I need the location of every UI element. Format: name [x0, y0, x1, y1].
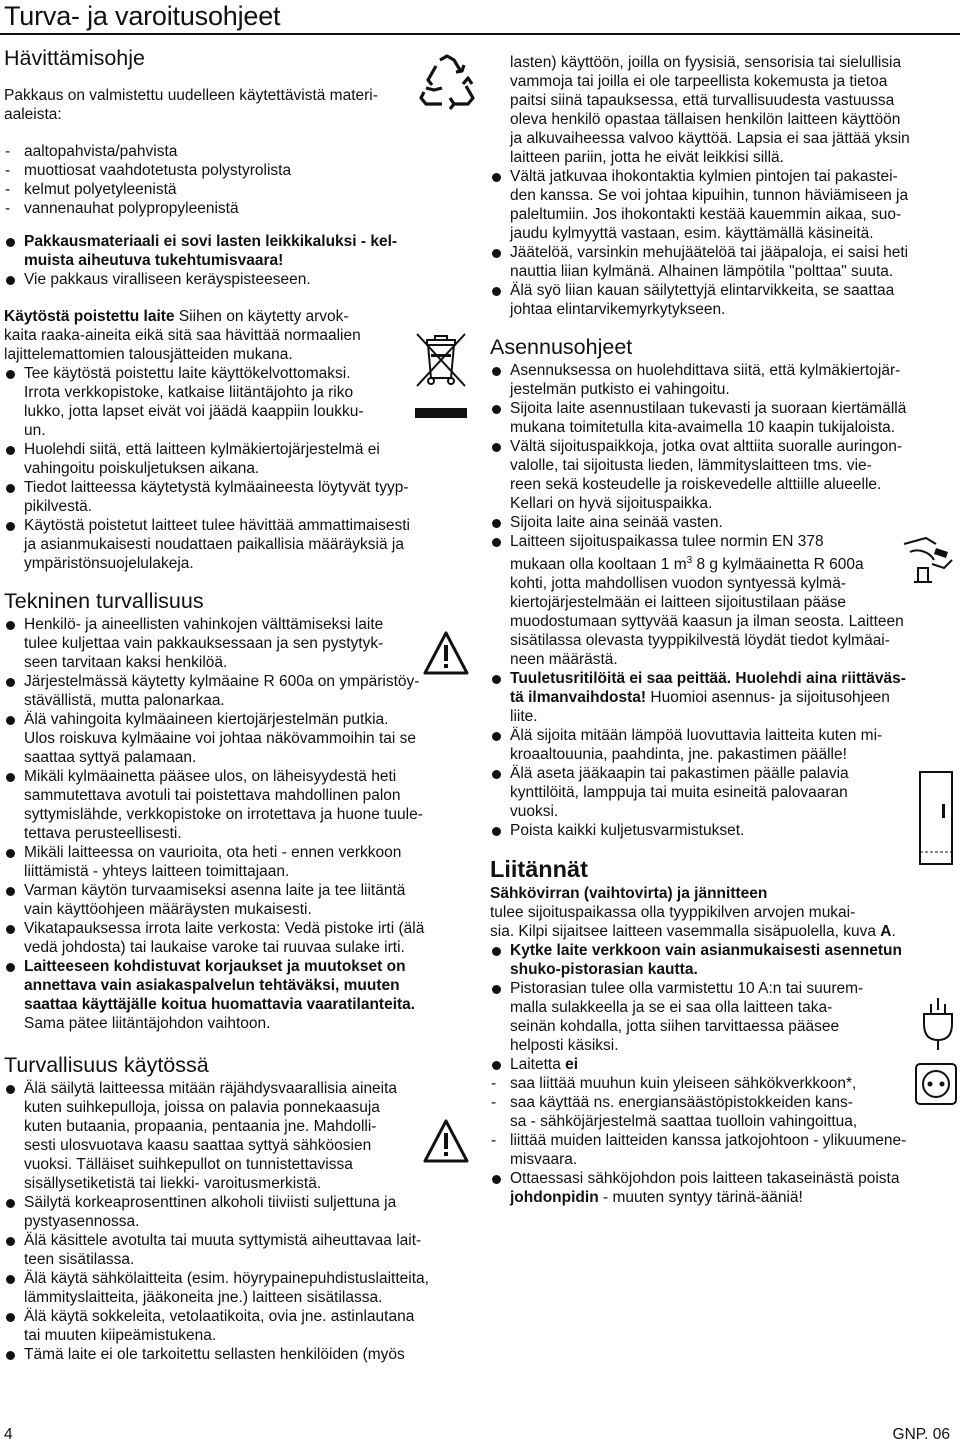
list-item: - kelmut polyetyleenistä [4, 180, 462, 199]
list-item: Sijoita laite asennustilaan tukevasti ja suoraan kiertämällä mukana toimitetulla kita-avaimella 10 kaapin tukijaloista. [490, 399, 956, 437]
bin-underline-bar [415, 408, 467, 418]
list-item [490, 1169, 956, 1207]
wrench-foot-icon [896, 530, 958, 590]
list-item: Järjestelmässä käytetty kylmäaine R 600a on ympäristöy- stävällistä, mutta palonarkaa. [4, 672, 462, 710]
ventilation-note: Huomioi asennus- ja sijoitusohjeen liite. [510, 689, 890, 726]
list-item: Käytöstä poistetut laitteet tulee hävittää ammattimaisesti ja asianmukaisesti noudattaen paikallisia määräyksiä ja ympäristönsuojelulakeja. [4, 516, 462, 573]
list-item: Älä säilytä laitteessa mitään räjähdysvaarallisia aineita kuten suihkepulloja, joissa on palavia ponnekaasuja kuten butaania, propaania, pentaania jne. Mahdolli- sesti ulosvuotava kaasu saattaa syttyä sähköosien vuoksi. Tälläiset suihkepullot on tunnistettavissa sisällysetiketistä tai liekki- varoitusmerkistä. [4, 1079, 462, 1193]
technical-safety-heading: Tekninen turvallisuus [4, 589, 204, 613]
list-item: Älä käytä sokkeleita, vetolaatikoita, ovia jne. astinlautana tai muuten kiipeämistukena. [4, 1307, 462, 1345]
packaging-warning: Pakkausmateriaali ei sovi lasten leikkikaluksi - kel- muista aiheutuva tukehtumisvaara! [4, 232, 462, 270]
en378-line-2 [510, 551, 956, 574]
connections-intro [490, 903, 956, 941]
list-item: Kytke laite verkkoon vain asianmukaisesti asennetun shuko-pistorasian kautta. [490, 941, 956, 979]
list-item: Sijoita laite aina seinää vasten. [490, 513, 956, 532]
warning-triangle-icon [422, 630, 470, 676]
list-item: Asennuksessa on huolehdittava siitä, että kylmäkiertojär- jestelmän putkisto ei vahingoitu. [490, 361, 956, 399]
repair-warning: Laitteeseen kohdistuvat korjaukset ja muutokset on annettava vain asiakaspalvelun tehtäväksi, muuten saattaa käyttäjälle koitua huomattavia vaaratilanteita. [4, 957, 462, 1014]
list-item: - saa liittää muuhun kuin yleiseen sähkökverkkoon*, [490, 1074, 956, 1093]
list-item: Vältä jatkuvaa ihokontaktia kylmien pintojen tai pakastei- den kanssa. Se voi johtaa kipuihin, tunnon häviämiseen ja paleltumiin. Jos ihokontakti kestää kauemmin aikaa, suo- jaudu kylmyyttä vastaan, esim. käyttämällä käsineitä. [490, 167, 956, 243]
list-item: - liittää muiden laitteiden kanssa jatkojohtoon - ylikuumene- misvaara. [490, 1131, 956, 1169]
cord-holder-end: - muuten syntyy tärinä-ääniä! [598, 1189, 803, 1207]
left-column [4, 44, 462, 1364]
list-item [490, 532, 956, 669]
figure-ref: A [880, 923, 892, 941]
device-not-text: Laitetta [510, 1056, 566, 1074]
ventilation-warning: Tuuletusritilöitä ei saa peittää. Huolehdi aina riittäväs- tä ilmanvaihdosta! [510, 670, 906, 707]
footer-code: GNP. 06 [892, 1426, 950, 1443]
continued-paragraph: lasten) käyttöön, joilla on fyysisiä, sensorisia tai sielullisia vammoja tai joilla ei ole tarpeellista kokemusta ja tietoa paitsi siinä tapauksessa, että turvallisuudesta vastuussa oleva henkilö opastaa tällaisen henkilön laitteen käyttöön ja alkuvaiheessa valvoo käyttöä. Lapsia ei saa jättää yksin laitteen pariin, jotta he eivät leikkisi sillä. [510, 54, 910, 166]
list-item: Älä käytä sähkölaitteita (esim. höyrypainepuhdistuslaitteita, lämmityslaitteita, jääkoneita jne.) laitteen sisätilassa. [4, 1269, 462, 1307]
list-item: Pistorasian tulee olla varmistettu 10 A:n tai suurem- malla sulakkeella ja se ei saa olla laitteen taka- seinän kohdalla, jotta siihen tarvittaessa pääsee helposti käsiksi. [490, 979, 956, 1055]
installation-heading: Asennusohjeet [490, 335, 633, 359]
list-item: - vannenauhat polypropyleenistä [4, 199, 462, 218]
list-item: Henkilö- ja aineellisten vahinkojen välttämiseksi laite tulee kuljettaa vain pakkauksessaan ja sen pystytyk- seen tarvitaan kaksi henkilöä. [4, 615, 462, 672]
retired-device-paragraph [4, 307, 404, 364]
en378-superscript: 3 [686, 555, 693, 566]
retired-device-text: Siihen on käytetty arvok- kaita raaka-aineita eikä sitä saa hävittää normaalien lajittelemattomien talousjätteiden mukana. [4, 308, 361, 363]
fridge-icon [918, 770, 954, 866]
list-item: Jäätelöä, varsinkin mehujäätelöä tai jääpaloja, ei saisi heti nauttia liian kylmänä. Alhainen lämpötila "polttaa" suuta. [490, 243, 956, 281]
list-item: Tämä laite ei ole tarkoitettu sellasten henkilöiden (myös [4, 1345, 462, 1364]
usage-safety-heading: Turvallisuus käytössä [4, 1053, 209, 1077]
page-title: Turva- ja varoitusohjeet [4, 1, 281, 31]
connections-subheading: Sähkövirran (vaihtovirta) ja jännitteen [490, 885, 768, 903]
list-item: Mikäli laitteessa on vaurioita, ota heti - ennen verkkoon liittämistä - yhteys laitteen toimittajaan. [4, 843, 462, 881]
connections-intro-end: . [891, 923, 896, 941]
materials-list [4, 142, 462, 218]
packaging-disposal-note: Vie pakkaus viralliseen keräyspisteeseen. [4, 270, 462, 289]
recycle-icon [416, 52, 478, 110]
list-item [490, 1055, 956, 1074]
cord-holder-bold: johdonpidin [510, 1189, 599, 1207]
en378-amount: 8 g kylmäainetta R 600a [692, 556, 864, 574]
list-item: Älä syö liian kauan säilytettyjä elintarvikkeita, se saattaa johtaa elintarvikemyrkytykseen. [490, 281, 956, 319]
list-item: Älä aseta jääkaapin tai pakastimen päälle palavia kynttilöitä, lamppuja tai muita esineitä palovaaran vuoksi. [490, 764, 956, 821]
crossed-out-bin-icon [413, 330, 469, 390]
warning-triangle-icon [422, 1118, 470, 1164]
retired-device-label: Käytöstä poistettu laite [4, 308, 175, 325]
list-item: Mikäli kylmäainetta pääsee ulos, on läheisyydestä heti sammutettava avotuli tai poistettava mahdollinen palon syttymislähde, verkkopistoke on irrotettava ja huone tuule- tettava perusteellisesti. [4, 767, 462, 843]
list-item: Huolehdi siitä, että laitteen kylmäkiertojärjestelmä ei vahingoitu poiskuljetuksen aikana. [4, 440, 462, 478]
right-column [490, 53, 956, 1207]
disposal-intro: Pakkaus on valmistettu uudelleen käytettävistä materi- aaleista: [4, 87, 378, 123]
list-item: Vikatapauksessa irrota laite verkosta: Vedä pistoke irti (älä vedä johdosta) tai laukaise varoke tai ruuvaa sulake irti. [4, 919, 462, 957]
list-item: - saa käyttää ns. energiansäästöpistokkeiden kans- sa - sähköjärjestelmä saattaa tuolloin vahingoittua, [490, 1093, 956, 1131]
list-item: Tee käytöstä poistettu laite käyttökelvottomaksi. Irrota verkkopistoke, katkaise liitäntäjohto ja riko lukko, jotta lapset eivät voi jäädä kaappiin loukku- un. [4, 364, 462, 440]
list-item: - muottiosat vaahdotetusta polystyrolista [4, 161, 462, 180]
ventilation-paragraph [490, 669, 956, 726]
cord-holder-text: Ottaessasi sähköjohdon pois laitteen takaseinästä poista [510, 1170, 900, 1188]
list-item: Säilytä korkeaprosenttinen alkoholi tiiviisti suljettuna ja pystyasennossa. [4, 1193, 462, 1231]
list-item: Älä sijoita mitään lämpöä luovuttavia laitteita kuten mi- kroaaltouunia, paahdinta, jne. pakastimen päälle! [490, 726, 956, 764]
connections-heading: Liitännät [490, 856, 588, 883]
list-item: Älä vahingoita kylmäaineen kiertojärjestelmän putkia. Ulos roiskuva kylmäaine voi johtaa näkövammoihin tai se saattaa syttyä palamaan. [4, 710, 462, 767]
list-item: Varman käytön turvaamiseksi asenna laite ja tee liitäntä vain käyttöohjeen määräysten mukaisesti. [4, 881, 462, 919]
title-rule [0, 33, 960, 35]
en378-rest: kohti, jotta mahdollisen vuodon syntyessä kylmä- kiertojärjestelmään ei laitteen sijoitustilaan pääse muodostumaan syttyvää kaasun ja ilman seosta. Laitteen sisätilassa olevasta tyyppikilvestä löydät tiedot kylmäai- neen määrästä. [510, 575, 904, 669]
connections-intro-text: tulee sijoituspaikassa olla tyyppikilven arvojen mukai- sia. Kilpi sijaitsee laitteen vasemmalla sisäpuolella, kuva [490, 904, 876, 941]
list-item: - aaltopahvista/pahvista [4, 142, 462, 161]
disposal-heading: Hävittämisohje [4, 46, 145, 70]
device-not-bold: ei [565, 1056, 579, 1074]
list-item: Tiedot laitteessa käytetystä kylmäaineesta löytyvät tyyp- pikilvestä. [4, 478, 462, 516]
socket-icon [914, 1062, 958, 1106]
en378-line-1: Laitteen sijoituspaikassa tulee normin EN 378 [510, 533, 824, 550]
en378-volume: mukaan olla kooltaan 1 m [510, 556, 687, 574]
list-item: Poista kaikki kuljetusvarmistukset. [490, 821, 956, 840]
page-number: 4 [4, 1426, 13, 1443]
list-item: Älä käsittele avotulta tai muuta syttymistä aiheuttavaa lait- teen sisätilassa. [4, 1231, 462, 1269]
list-item: Vältä sijoituspaikkoja, jotka ovat alttiita suoralle auringon- valolle, tai sijoitusta lieden, lämmityslaitteen tms. vie- reen sekä kosteudelle ja roiskevedelle alttiille alueelle. Kellari on hyvä sijoituspaikka. [490, 437, 956, 513]
repair-note: Sama pätee liitäntäjohdon vaihtoon. [24, 1015, 271, 1032]
power-plug-icon [918, 996, 958, 1052]
